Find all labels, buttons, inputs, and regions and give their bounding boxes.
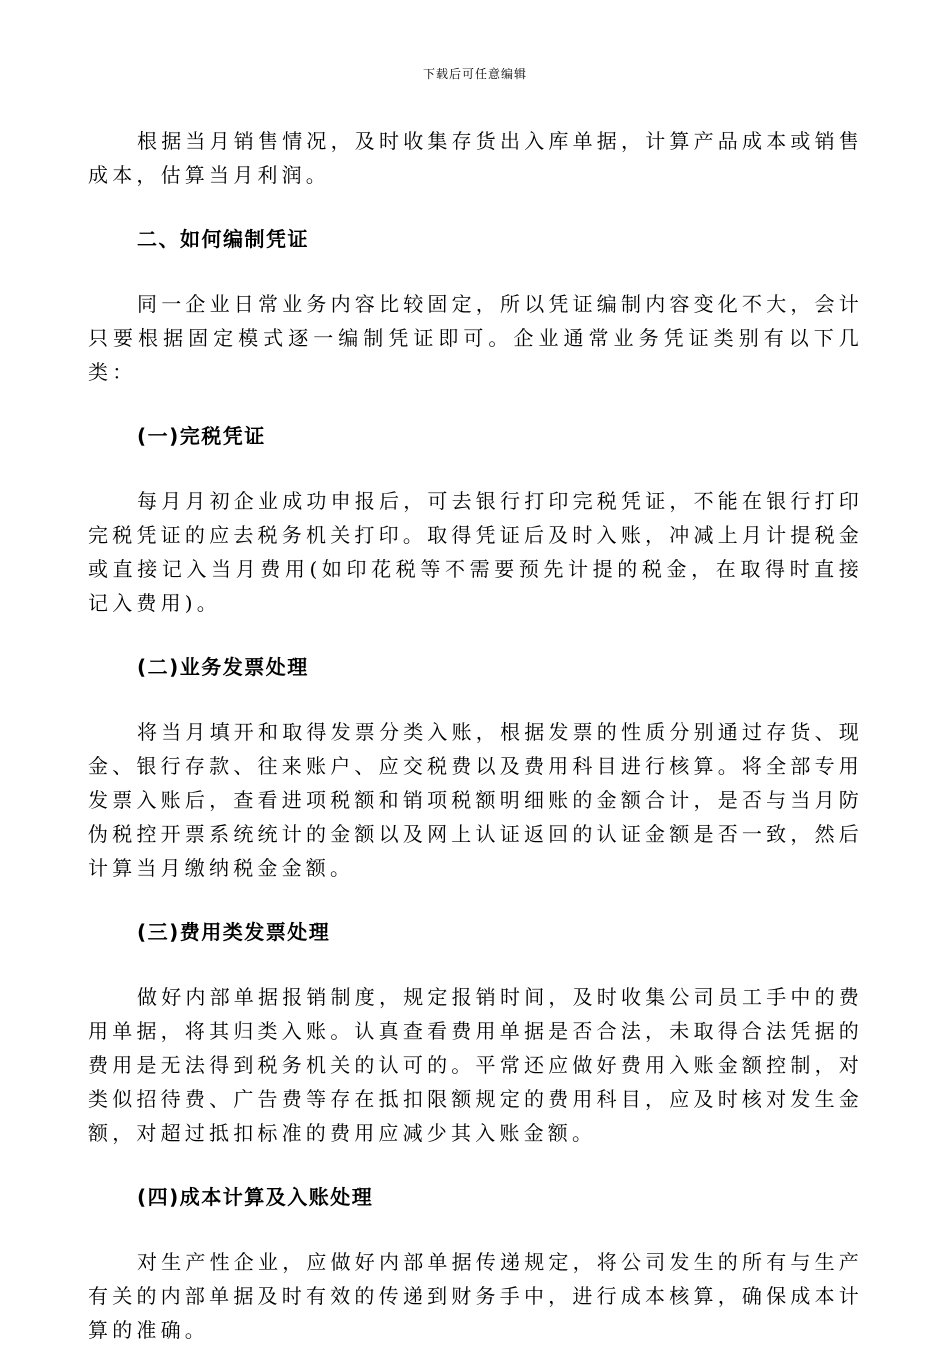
heading-cost-accounting: (四)成本计算及入账处理 <box>137 1185 374 1209</box>
page-header-note: 下载后可任意编辑 <box>422 67 527 81</box>
heading-expense-invoice: (三)费用类发票处理 <box>137 920 331 944</box>
heading-how-to-prepare-vouchers: 二、如何编制凭证 <box>137 227 309 251</box>
paragraph-tax-payment-voucher: 每月月初企业成功申报后，可去银行打印完税凭证，不能在银行打印完税凭证的应去税务机关打印。取得凭证后及时入账，冲减上月计提税金或直接记入当月费用(如印花税等不需要预先计提的税金，在取得时直接记入费用)。 <box>88 489 863 615</box>
paragraph-profit-estimate: 根据当月销售情况，及时收集存货出入库单据，计算产品成本或销售成本，估算当月利润。 <box>88 129 863 187</box>
paragraph-cost-accounting: 对生产性企业，应做好内部单据传递规定，将公司发生的所有与生产有关的内部单据及时有效的传递到财务手中，进行成本核算，确保成本计算的准确。 <box>88 1250 863 1342</box>
paragraph-business-invoice: 将当月填开和取得发票分类入账，根据发票的性质分别通过存货、现金、银行存款、往来账户、应交税费以及费用科目进行核算。将全部专用发票入账后，查看进项税额和销项税额明细账的金额合计，是否与当月防伪税控开票系统统计的金额以及网上认证返回的认证金额是否一致，然后计算当月缴纳税金金额。 <box>88 720 863 880</box>
paragraph-expense-invoice: 做好内部单据报销制度，规定报销时间，及时收集公司员工手中的费用单据，将其归类入账。认真查看费用单据是否合法，未取得合法凭据的费用是无法得到税务机关的认可的。平常还应做好费用入账金额控制，对类似招待费、广告费等存在抵扣限额规定的费用科目，应及时核对发生金额，对超过抵扣标准的费用应减少其入账金额。 <box>88 985 863 1145</box>
paragraph-voucher-intro: 同一企业日常业务内容比较固定，所以凭证编制内容变化不大，会计只要根据固定模式逐一编制凭证即可。企业通常业务凭证类别有以下几类： <box>88 292 863 384</box>
document-body <box>88 124 863 1347</box>
heading-tax-payment-voucher: (一)完税凭证 <box>137 424 266 448</box>
heading-business-invoice: (二)业务发票处理 <box>137 655 309 679</box>
